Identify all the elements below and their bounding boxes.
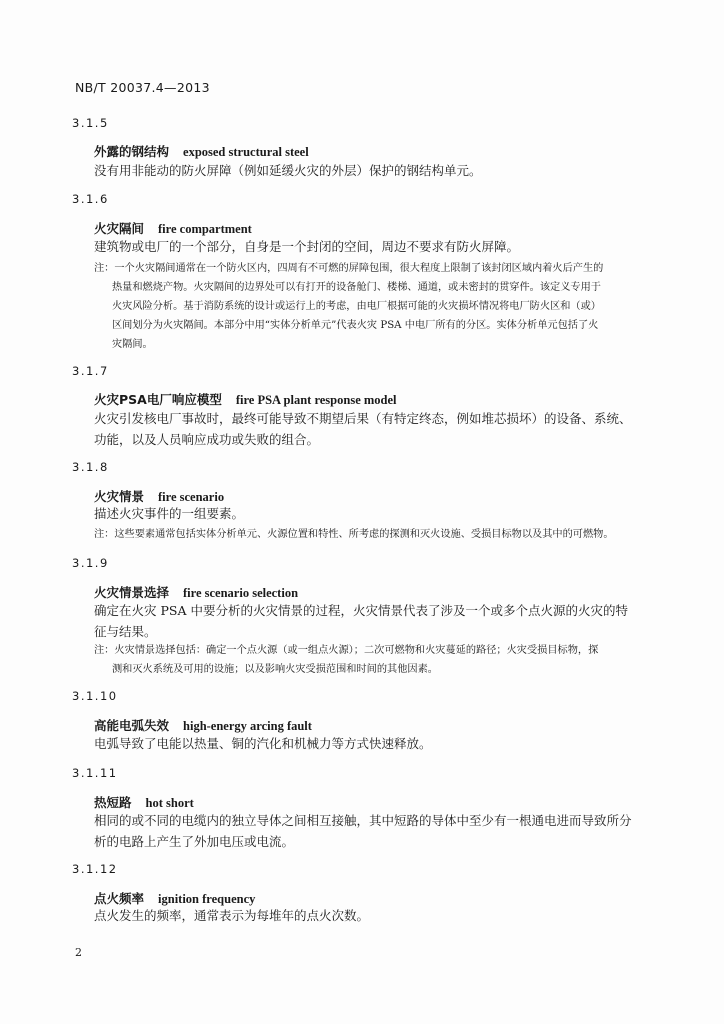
- note-line: 注：一个火灾隔间通常在一个防火区内，四周有不可燃的屏障包围，很大程度上限制了该封闭区域内着火后产生的: [94, 263, 604, 274]
- clause-number: 3.1.10: [72, 689, 118, 703]
- clause-number: 3.1.5: [72, 116, 109, 130]
- note-line: 注：火灾情景选择包括：确定一个点火源（或一组点火源）；二次可燃物和火灾蔓延的路径；火灾受损目标物，探: [94, 645, 599, 656]
- note-line: 注：这些要素通常包括实体分析单元、火源位置和特性、所考虑的探测和灭火设施、受损目标物以及其中的可燃物。: [94, 529, 614, 540]
- standard-number: NB/T 20037.4—2013: [75, 80, 210, 95]
- term-definition: 建筑物或电厂的一个部分，自身是一个封闭的空间，周边不要求有防火屏障。: [94, 239, 520, 254]
- term-english: fire scenario selection: [183, 586, 299, 600]
- clause-number: 3.1.9: [72, 556, 109, 570]
- clause-number: 3.1.8: [72, 460, 109, 474]
- term-chinese: 高能电弧失效: [94, 718, 170, 733]
- term-definition: 点火发生的频率，通常表示为每堆年的点火次数。: [94, 908, 370, 923]
- term-chinese: 热短路: [94, 795, 132, 810]
- note-label: 注：: [94, 529, 115, 540]
- note-label: 注：: [94, 645, 115, 656]
- term-note: [94, 259, 650, 354]
- term-heading: [94, 583, 298, 601]
- note-label: 注：: [94, 263, 115, 274]
- term-heading: [94, 716, 312, 734]
- term-english: fire PSA plant response model: [235, 393, 397, 407]
- note-line: 热量和燃烧产物。火灾隔间的边界处可以有打开的设备舱门、楼梯、通道，或未密封的贯穿件。该定义专用于: [112, 282, 601, 293]
- term-english: fire scenario: [158, 490, 225, 504]
- term-chinese: 火灾隔间: [94, 221, 145, 236]
- term-chinese: 火灾PSA电厂响应模型: [94, 392, 222, 407]
- term-note: [94, 525, 650, 544]
- term-definition: 描述火灾事件的一组要素。: [94, 506, 245, 521]
- term-note: [94, 641, 650, 679]
- clause-number: 3.1.6: [72, 192, 109, 206]
- term-chinese: 火灾情景选择: [94, 585, 170, 600]
- term-heading: [94, 219, 252, 237]
- clause-number: 3.1.12: [72, 862, 118, 876]
- term-english: ignition frequency: [158, 892, 256, 906]
- clause-number: 3.1.7: [72, 364, 109, 378]
- term-definition: 确定在火灾 PSA 中要分析的火灾情景的过程，火灾情景代表了涉及一个或多个点火源的火灾的特 征与结果。: [94, 603, 628, 639]
- term-heading: [94, 142, 309, 160]
- term-definition: 没有用非能动的防火屏障（例如延缓火灾的外层）保护的钢结构单元。: [94, 163, 482, 178]
- page-number: 2: [75, 946, 82, 959]
- term-heading: [94, 390, 397, 408]
- note-line: 测和灭火系统及可用的设施；以及影响火灾受损范围和时间的其他因素。: [112, 664, 438, 675]
- note-line: 火灾风险分析。基于消防系统的设计或运行上的考虑，由电厂根据可能的火灾损坏情况将电厂防火区和（或）: [112, 301, 601, 312]
- term-chinese: 点火频率: [94, 891, 145, 906]
- term-english: hot short: [145, 796, 194, 810]
- term-chinese: 外露的钢结构: [94, 144, 170, 159]
- clause-number: 3.1.11: [72, 766, 118, 780]
- term-english: high-energy arcing fault: [183, 719, 312, 733]
- term-english: exposed structural steel: [183, 145, 309, 159]
- term-definition: 相同的或不同的电缆内的独立导体之间相互接触，其中短路的导体中至少有一根通电进而导致所分 析的电路上产生了外加电压或电流。: [94, 813, 632, 849]
- term-english: fire compartment: [158, 222, 252, 236]
- term-definition: 火灾引发核电厂事故时，最终可能导致不期望后果（有特定终态，例如堆芯损坏）的设备、系统、 功能，以及人员响应成功或失败的组合。: [94, 411, 632, 447]
- note-line: 灾隔间。: [112, 339, 153, 350]
- term-chinese: 火灾情景: [94, 489, 145, 504]
- term-definition: 电弧导致了电能以热量、铜的汽化和机械力等方式快速释放。: [94, 736, 432, 751]
- note-line: 区间划分为火灾隔间。本部分中用“实体分析单元”代表火灾 PSA 中电厂所有的分区。实体分析单元包括了火: [112, 320, 599, 331]
- term-heading: [94, 793, 194, 811]
